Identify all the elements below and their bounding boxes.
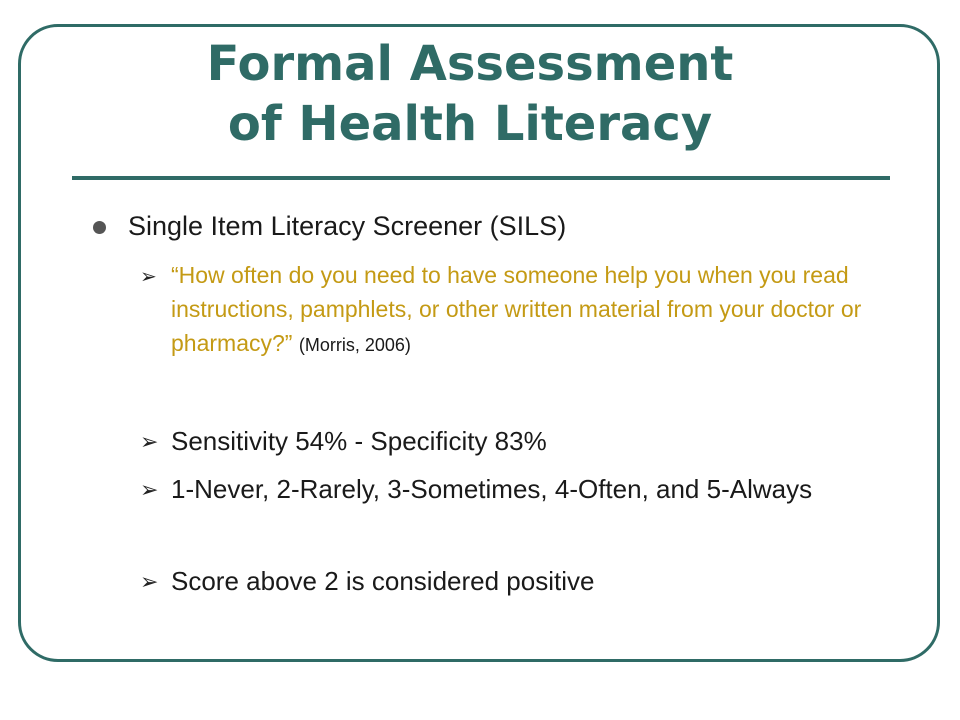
- arrow-bullet-icon: ➢: [140, 478, 159, 503]
- citation: (Morris, 2006): [298, 335, 411, 355]
- arrow-bullet-icon: ➢: [140, 430, 159, 455]
- title-line-1: Formal Assessment: [206, 36, 734, 92]
- title-line-2: of Health Literacy: [227, 96, 713, 152]
- question-quote: “How often do you need to have someone help you when you read instructions, pamphlets, or other written material from your doctor or pharmacy?”: [171, 262, 862, 356]
- sub-item-text: Sensitivity 54% - Specificity 83%: [171, 426, 547, 456]
- sub-item-text: Score above 2 is considered positive: [171, 566, 595, 596]
- sub-item-text: 1-Never, 2-Rarely, 3-Sometimes, 4-Often, and 5-Always: [171, 474, 813, 504]
- bullet-icon: [93, 221, 106, 234]
- bullet-text: Single Item Literacy Screener (SILS): [128, 211, 567, 241]
- arrow-bullet-icon: ➢: [140, 570, 159, 595]
- sub-item-text: [171, 258, 871, 362]
- arrow-bullet-icon: ➢: [140, 264, 157, 288]
